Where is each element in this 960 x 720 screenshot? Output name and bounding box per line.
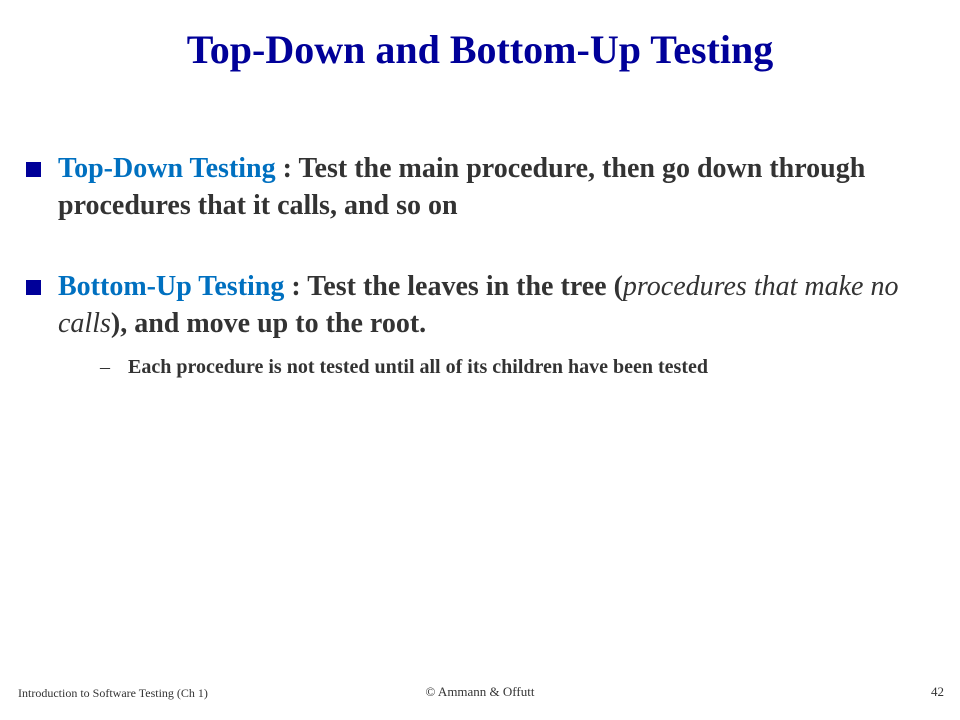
term-top-down: Top-Down Testing [58, 153, 276, 184]
bullet-text-italic: procedures that make no calls [58, 271, 899, 339]
bullet-text: Test the main procedure, then go down through procedures that it calls, and so on [58, 153, 866, 221]
footer-copyright: © Ammann & Offutt [425, 684, 535, 699]
bullet-bottom-up [26, 268, 926, 380]
term-bottom-up: Bottom-Up Testing [58, 271, 285, 302]
slide-title: Top-Down and Bottom-Up Testing [186, 27, 774, 72]
term-separator: : [284, 271, 308, 302]
footer-course-title: Introduction to Software Testing (Ch 1) [18, 686, 208, 700]
footer-page-number: 42 [931, 684, 944, 699]
term-separator: : [275, 153, 299, 184]
bullet-top-down [26, 150, 926, 224]
square-bullet-icon [26, 280, 41, 295]
square-bullet-icon [26, 162, 41, 177]
dash-bullet-icon: – [100, 356, 110, 378]
bullet-list [26, 150, 926, 380]
sub-bullet [58, 354, 926, 380]
bullet-text-before: Test the leaves in the tree ( [307, 271, 623, 302]
bullet-text-after: ), and move up to the root. [110, 308, 427, 339]
sub-bullet-text: Each procedure is not tested until all of its children have been tested [128, 356, 708, 378]
